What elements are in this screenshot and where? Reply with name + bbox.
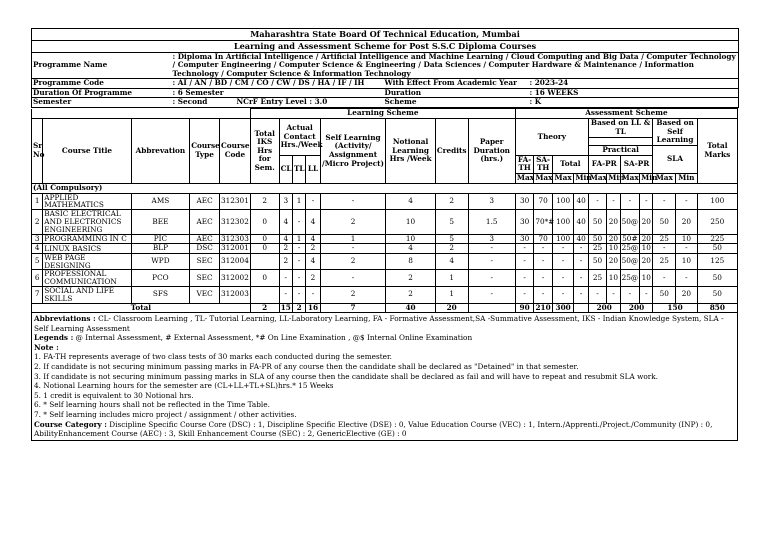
total-marks-header: Total Marks [697,119,737,184]
sa-pr-max-cell: 50# [620,234,640,244]
sa-pr-header: SA-PR [620,155,653,173]
course-type-cell: AEC [190,234,220,244]
legends-label: Legends : [34,333,74,343]
cl-header: CL [279,155,292,183]
sla-min-cell: - [676,193,698,210]
cl-hours-cell: 2 [279,244,292,254]
theory-total-cell: - [552,286,574,303]
sla-min-cell: 10 [676,234,698,244]
total-label: Total [32,303,251,313]
credits-cell: 1 [435,270,468,287]
abbreviations-text: CL- Classroom Learning , TL- Tutorial Learning, LL-Laboratory Learning, FA - Formative Assessment,SA -Summative Assessment, IKS - Indian Knowledge System, SLA - Self Learning Assessment [34,314,724,333]
fa-th-cell: 30 [515,193,533,210]
programme-code-label: Programme Code [32,79,172,89]
fa-th-cell: 30 [515,234,533,244]
assessment-scheme-header: Assessment Scheme [515,109,737,119]
min-header: Min [676,173,698,183]
note-item: 6. * Self learning hours shall not be reflected in the Time Table. [34,400,270,410]
total-credits: 20 [435,303,468,313]
sa-pr-max-cell: - [620,193,640,210]
sla-max-cell: 50 [653,210,676,234]
total-theory: 300 [552,303,574,313]
paper-duration-cell: 3 [468,234,515,244]
theory-total-header: Total [552,155,588,173]
total-marks-cell: 50 [697,244,737,254]
programme-name-value: : Diploma In Artificial Intelligence / Artificial Intelligence and Machine Learning / Cloud Computing and Big Data / Computer Technology / Computer Engineering / Computer Science & Engineering / Data Sciences / Computer Hardware & Maintenance / Information Technology / Computer Science & Information Technology [172,53,739,79]
course-type-cell: AEC [190,210,220,234]
total-sla: 150 [653,303,697,313]
total-marks-cell: 50 [697,270,737,287]
based-ll-tl-header: Based on LL & TL [588,119,653,138]
credits-cell: 5 [435,234,468,244]
paper-duration-header: Paper Duration (hrs.) [468,119,515,184]
sr-no-cell: 2 [32,210,43,234]
ll-header: LL [306,155,320,183]
fa-pr-min-cell: 20 [607,210,620,234]
notes-section [31,313,738,441]
duration-programme-value: : 6 Semester [172,88,384,98]
fa-pr-max-cell: 25 [588,244,606,254]
abbreviation-header: Abbrevation [131,119,190,184]
notional-hours-cell: 10 [386,210,435,234]
fa-pr-min-cell: 10 [607,270,620,287]
fa-th-cell: 30 [515,210,533,234]
notional-hours-cell: 10 [386,234,435,244]
iks-hours-cell: 0 [250,210,279,234]
sla-max-cell: - [653,270,676,287]
programme-name-label: Programme Name [32,53,172,79]
tl-hours-cell: - [292,253,305,270]
iks-hours-cell: 0 [250,234,279,244]
sla-min-cell: 10 [676,253,698,270]
total-cl: 15 [280,302,291,312]
theory-total-cell: 100 [552,234,574,244]
ll-hours-cell: 4 [306,253,320,270]
course-code-cell: 312001 [220,243,249,253]
iks-hours-cell: 0 [250,270,279,287]
total-marks-cell: 50 [697,286,737,303]
total-row [32,303,738,313]
course-type-cell: VEC [190,286,220,303]
notional-hours-cell: 2 [386,270,435,287]
course-code-cell: 312003 [219,286,250,303]
abbreviation-cell: SFS [131,286,190,303]
sa-th-cell: - [534,244,552,254]
self-learning-cell: 2 [320,210,386,234]
legends [34,333,735,343]
theory-min-cell: - [574,270,588,287]
course-type-cell: SEC [190,253,220,270]
note-item: 2. If candidate is not securing minimum passing marks in FA-PR of any course then the candidate shall be declared as "Detained" in that semester. [34,362,579,372]
credits-cell: 2 [435,244,468,254]
fa-th-cell: - [515,253,533,270]
min-header: Min [608,173,625,183]
sr-no-cell: 6 [32,270,43,287]
note-item: 7. * Self learning includes micro project / assignment / other activities. [34,410,297,420]
sr-no-cell: 4 [32,244,43,254]
course-title-cell: WEB PAGE DESIGNING [43,253,131,270]
theory-min-cell: 40 [574,210,588,234]
ncrf-level: NCrF Entry Level : 3.0 [236,97,328,107]
abbreviation-cell: BEE [131,210,190,234]
course-title-cell: PROFESSIONAL COMMUNICATION [43,270,131,287]
total-ll: 16 [306,303,320,313]
sa-pr-max-cell: 50@ [620,253,640,270]
theory-min-cell: 40 [574,193,588,210]
sr-no-cell: 5 [32,253,43,270]
abbreviation-cell: BLP [131,244,190,254]
ll-hours-cell: 2 [306,270,320,287]
fa-pr-max-cell: 25 [588,270,606,287]
sla-min-cell: - [676,244,698,254]
total-fa-th: 90 [515,303,533,313]
sa-th-header: SA-TH [534,155,552,173]
max-header: Max [552,173,574,183]
notional-hours-cell: 8 [386,253,435,270]
note-item: 4. Notional Learning hours for the semester are (CL+LL+TL+SL)hrs.* 15 Weeks [34,381,334,391]
credits-header: Credits [435,119,468,184]
sa-th-cell: 70 [534,234,552,244]
fa-pr-min-cell: 10 [607,244,620,254]
duration-label: Duration [384,88,529,98]
total-self: 7 [320,303,386,313]
programme-code-value: : AI / AN / BD / CM / CO / CW / DS / HA / IF / IH [172,79,384,89]
self-learning-header: Self Learning (Activity/ Assignment /Micro Project) [320,119,386,184]
sa-th-cell: - [534,286,552,303]
paper-duration-cell: - [468,244,515,254]
course-type-cell: SEC [190,270,220,287]
table-row [32,193,738,210]
sla-min-cell: 20 [676,286,698,303]
sla-max-cell: - [653,244,676,254]
abbreviations-label: Abbreviations : [34,314,96,324]
theory-min-cell: - [574,286,588,303]
course-title-cell: BASIC ELECTRICAL AND ELECTRONICS ENGINEERING [43,210,131,234]
total-iks: 2 [250,303,279,313]
course-type-header: Course Type [190,119,220,184]
table-row [32,286,738,303]
sa-pr-min-cell: - [640,193,653,210]
tl-header: TL [292,155,305,183]
board-title: Maharashtra State Board Of Technical Education, Mumbai [32,29,739,41]
paper-duration-cell: - [468,286,515,303]
sa-pr-min-cell: 10 [640,244,653,254]
tl-hours-cell: - [292,210,305,234]
group-label: (All Compulsory) [32,183,738,193]
tl-hours-cell: - [292,286,305,303]
scheme-value: : K [529,98,739,108]
fa-th-cell: - [515,286,533,303]
table-row [32,270,738,287]
theory-min-cell: - [574,244,588,254]
note-label: Note : [34,342,59,352]
notional-hours-cell: 2 [386,286,435,303]
credits-cell: 2 [435,193,468,210]
fa-th-header: FA-TH [515,155,533,173]
min-header: Min [641,173,658,183]
sla-max-cell: 25 [653,253,676,270]
tl-hours-cell: 1 [292,193,305,210]
course-code-cell: 312301 [219,193,250,210]
note-item: 5. 1 credit is equivalent to 30 Notional hrs. [34,390,194,400]
max-header: Max [589,173,607,183]
total-marks-cell: 250 [697,210,737,234]
course-code-cell: 312004 [219,253,250,270]
course-category-text: Discipline Specific Course Core (DSC) : 1, Discipline Specific Elective (DSE) : 0, Value Education Course (VEC) : 1, Intern./Apprenti./Project./Community (INP) : 0, AbilityEnhancement Course (AEC) : 3, Skill Enhancement Course (SEC) : 2, GenericElective (GE) : 0 [34,419,713,439]
course-code-cell: 312002 [219,270,250,287]
duration-programme-label: Duration Of Programme [32,88,172,98]
course-code-header: Course Code [219,119,250,184]
total-tl: 2 [292,303,305,313]
min-header: Min [575,173,592,183]
theory-total-cell: - [552,244,574,254]
max-header: Max [535,173,553,183]
course-category [34,420,735,439]
fa-th-cell: - [515,270,533,287]
course-rows [32,193,738,303]
total-iks-header: Total IKS Hrs for Sem. [250,119,279,184]
fa-pr-max-cell: 50 [588,253,606,270]
total-marks-cell: 100 [697,193,737,210]
abbreviation-cell: PCO [131,270,190,287]
course-title-cell: PROGRAMMING IN C [43,234,131,244]
notional-hours-header: Notional Learning Hrs /Week [386,119,435,184]
tl-hours-cell: - [292,270,305,287]
abbreviation-cell: WPD [131,253,190,270]
course-code-cell: 312302 [219,210,250,234]
cl-hours-cell: 4 [279,234,292,244]
course-title-header: Course Title [43,119,131,184]
self-learning-cell: - [320,244,386,254]
sa-pr-min-cell: 10 [640,270,653,287]
course-scheme-table [31,108,738,313]
tl-hours-cell: 1 [292,234,305,244]
notional-hours-cell: 4 [386,193,435,210]
total-fa-pr: 200 [588,303,620,313]
course-category-label: Course Category : [34,419,107,429]
assessment-scheme-document [31,28,738,441]
course-title-cell: SOCIAL AND LIFE SKILLS [43,286,131,303]
duration-value: : 16 WEEKS [529,88,739,98]
fa-pr-max-cell: - [588,286,606,303]
effect-year-label: With Effect From Academic Year [384,79,529,89]
fa-pr-min-cell: - [607,286,620,303]
iks-hours-cell: 2 [250,193,279,210]
abbreviation-cell: AMS [131,193,190,210]
total-marks-cell: 225 [697,234,737,244]
paper-duration-cell: 3 [468,193,515,210]
total-sa-pr: 200 [620,303,653,313]
self-learning-cell: 2 [320,253,386,270]
sa-th-cell: 70*# [534,210,552,234]
based-self-learning-header: Based on Self Learning [653,119,697,146]
sa-pr-min-cell: - [640,286,653,303]
total-sa-th: 210 [535,302,551,312]
theory-header: Theory [515,119,588,156]
learning-scheme-header: Learning Scheme [250,109,515,119]
self-learning-cell: - [320,270,386,287]
sla-header: SLA [653,145,697,173]
sr-no-cell: 7 [32,286,43,303]
paper-duration-cell: - [468,253,515,270]
credits-cell: 1 [435,286,468,303]
sla-max-cell: 25 [653,234,676,244]
max-header: Max [653,173,676,183]
fa-pr-max-cell: 50 [588,234,606,244]
sa-pr-max-cell: - [620,286,640,303]
cl-hours-cell: 2 [279,253,292,270]
sr-no-header: Sr No [32,119,43,184]
sa-pr-min-cell: 20 [640,210,653,234]
course-title-cell: LINUX BASICS [43,244,131,254]
cl-hours-cell: 4 [279,210,292,234]
iks-hours-cell [250,286,279,303]
cl-hours-cell: - [279,286,292,303]
fa-pr-min-cell: - [607,193,620,210]
sa-th-cell: 70 [534,193,552,210]
theory-total-cell: - [552,270,574,287]
course-type-cell: DSC [190,244,220,254]
ll-hours-cell: - [306,193,320,210]
theory-total-cell: - [552,253,574,270]
fa-pr-header: FA-PR [588,155,620,173]
sa-th-cell: - [534,270,552,287]
sa-pr-min-cell: 20 [640,234,653,244]
iks-hours-cell [250,253,279,270]
credits-cell: 5 [435,210,468,234]
ll-hours-cell: - [306,286,320,303]
sa-th-cell: - [534,253,552,270]
total-marks-cell: 125 [697,253,737,270]
note-item: 3. If candidate is not securing minimum passing marks in SLA of any course then the candidate shall be declared as fail and will have to repeat and resubmit SLA work. [34,371,658,381]
fa-pr-min-cell: 20 [607,234,620,244]
cl-hours-cell: - [279,270,292,287]
scheme-label: Scheme [384,98,529,108]
self-learning-cell: - [320,193,386,210]
sla-max-cell: 50 [653,286,676,303]
iks-hours-cell: 0 [250,244,279,254]
table-row [32,244,738,254]
ll-hours-cell: 4 [306,210,320,234]
abbreviation-cell: PIC [131,234,190,244]
sr-no-cell: 3 [32,234,43,244]
self-learning-cell: 2 [320,286,386,303]
course-title-cell: APPLIED MATHEMATICS [43,193,131,210]
total-marks: 850 [697,303,737,313]
semester-value: : Second [172,97,208,107]
total-notional: 40 [386,303,435,313]
sa-pr-max-cell: 25@ [621,243,639,253]
note-list [34,352,735,419]
course-type-cell: AEC [190,193,220,210]
note-item: 1. FA-TH represents average of two class tests of 30 marks each conducted during the semester. [34,352,392,362]
course-code-cell: 312303 [220,233,249,243]
max-header: Max [621,173,639,183]
sla-min-cell: 20 [676,210,698,234]
sa-pr-max-cell: 25@ [620,270,640,287]
scheme-subtitle: Learning and Assessment Scheme for Post S.S.C Diploma Courses [32,41,739,53]
sla-max-cell: - [653,193,676,210]
semester-label: Semester [32,98,172,108]
effect-year-value: : 2023-24 [529,79,739,89]
theory-min-cell: - [574,253,588,270]
self-learning-cell: 1 [320,234,386,244]
sla-min-cell: - [676,270,698,287]
max-header: Max [516,173,535,183]
cl-hours-cell: 3 [279,193,292,210]
fa-pr-max-cell: 50 [588,210,606,234]
credits-cell: 4 [435,253,468,270]
sa-pr-min-cell: 20 [640,253,653,270]
fa-th-cell: - [515,244,533,254]
tl-hours-cell: - [292,244,305,254]
table-row [32,253,738,270]
practical-header: Practical [588,145,653,155]
paper-duration-cell: 1.5 [468,210,515,234]
table-row [32,210,738,234]
abbreviations [34,314,735,333]
notional-hours-cell: 4 [386,244,435,254]
ll-hours-cell: 2 [306,244,320,254]
theory-total-cell: 100 [552,193,574,210]
sr-no-cell: 1 [32,193,43,210]
ll-hours-cell: 4 [306,234,320,244]
fa-pr-max-cell: - [588,193,606,210]
sa-pr-max-cell: 50@ [620,210,640,234]
theory-min-cell: 40 [574,234,588,244]
actual-contact-header: Actual Contact Hrs./Week [279,119,320,156]
fa-pr-min-cell: 20 [607,253,620,270]
legends-text: @ Internal Assessment, # External Assessment, *# On Line Examination , @$ Internal Online Examination [73,333,473,343]
semester-cell [172,98,384,108]
paper-duration-cell: - [468,270,515,287]
header-table [31,28,739,108]
theory-total-cell: 100 [552,210,574,234]
